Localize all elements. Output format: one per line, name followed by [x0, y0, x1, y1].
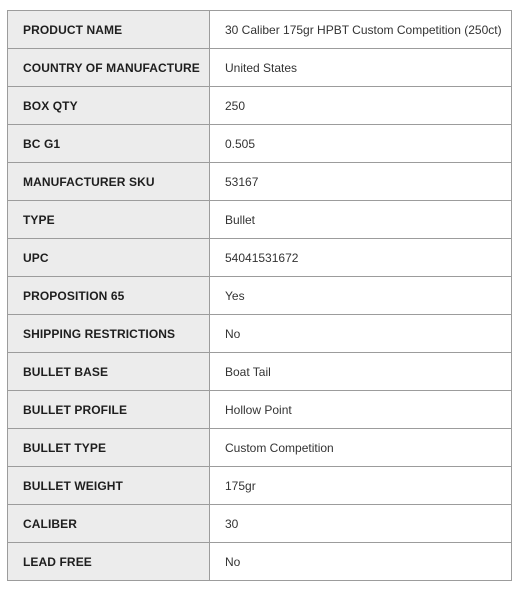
table-row — [8, 201, 512, 239]
row-label: BC G1 — [8, 125, 210, 163]
table-row — [8, 391, 512, 429]
row-label: MANUFACTURER SKU — [8, 163, 210, 201]
table-row — [8, 315, 512, 353]
table-row — [8, 11, 512, 49]
table-row — [8, 277, 512, 315]
row-value: No — [210, 543, 512, 581]
table-row — [8, 543, 512, 581]
product-specifications — [7, 10, 512, 581]
row-label: BULLET BASE — [8, 353, 210, 391]
table-row — [8, 429, 512, 467]
row-label: COUNTRY OF MANUFACTURE — [8, 49, 210, 87]
row-value: 0.505 — [210, 125, 512, 163]
row-value: Custom Competition — [210, 429, 512, 467]
row-label: SHIPPING RESTRICTIONS — [8, 315, 210, 353]
row-value: Bullet — [210, 201, 512, 239]
row-value: 53167 — [210, 163, 512, 201]
table-row — [8, 49, 512, 87]
row-value: Boat Tail — [210, 353, 512, 391]
row-value: Yes — [210, 277, 512, 315]
row-label: TYPE — [8, 201, 210, 239]
row-label: BOX QTY — [8, 87, 210, 125]
row-label: UPC — [8, 239, 210, 277]
table-row — [8, 467, 512, 505]
row-label: BULLET PROFILE — [8, 391, 210, 429]
row-label: PRODUCT NAME — [8, 11, 210, 49]
table-row — [8, 239, 512, 277]
row-value: United States — [210, 49, 512, 87]
row-value: 30 — [210, 505, 512, 543]
table-row — [8, 87, 512, 125]
row-value: 250 — [210, 87, 512, 125]
table-row — [8, 125, 512, 163]
row-label: BULLET WEIGHT — [8, 467, 210, 505]
table-row — [8, 505, 512, 543]
row-value: 54041531672 — [210, 239, 512, 277]
table-row — [8, 163, 512, 201]
row-value: No — [210, 315, 512, 353]
row-value: 30 Caliber 175gr HPBT Custom Competition (250ct) — [210, 11, 512, 49]
row-label: BULLET TYPE — [8, 429, 210, 467]
row-value: 175gr — [210, 467, 512, 505]
row-label: LEAD FREE — [8, 543, 210, 581]
specifications-table — [7, 10, 512, 581]
row-label: CALIBER — [8, 505, 210, 543]
row-value: Hollow Point — [210, 391, 512, 429]
table-row — [8, 353, 512, 391]
row-label: PROPOSITION 65 — [8, 277, 210, 315]
